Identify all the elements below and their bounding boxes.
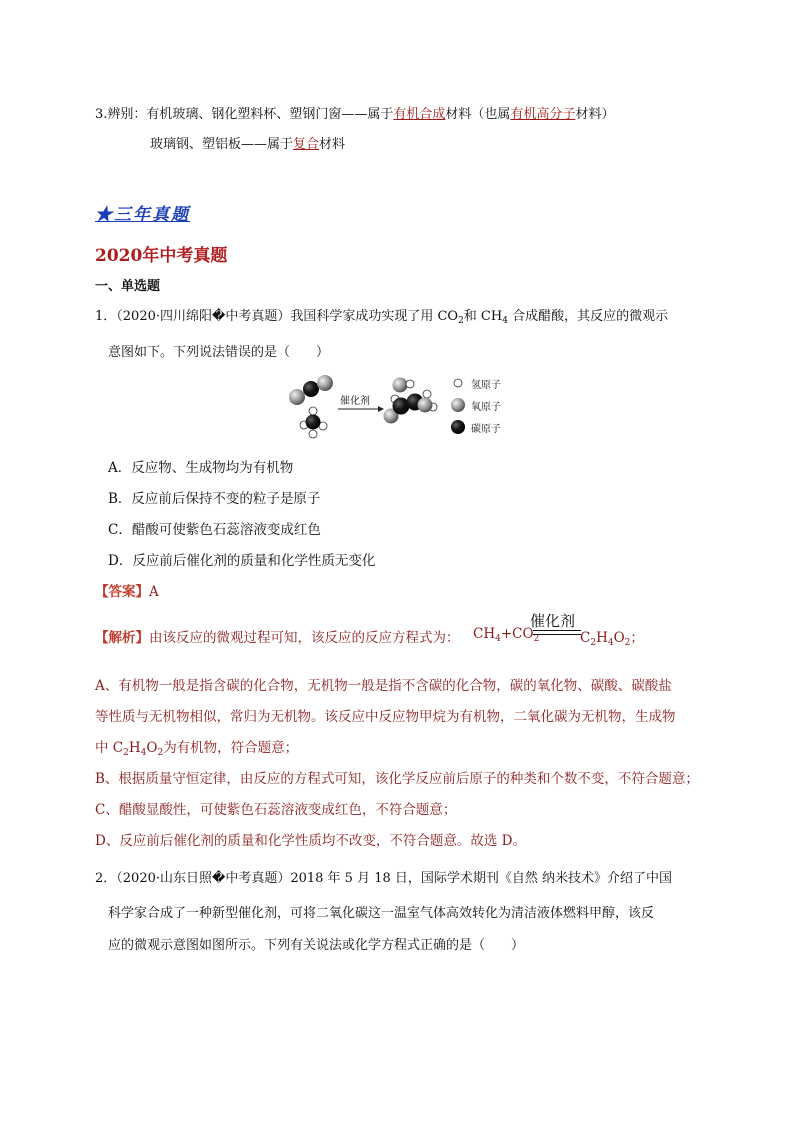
q1-option-a: A．反应物、生成物均为有机物 [108,460,294,476]
q1-stem-c: 合成醋酸，其反应的微观示 [507,309,669,324]
exp-c: C、醋酸显酸性，可使紫色石蕊溶液变成红色，不符合题意； [95,802,457,818]
line2-suffix: 材料 [319,137,346,152]
eq-double-line-top [533,630,581,631]
line2-prefix: 玻璃钢、塑铝板——属于 [150,137,294,152]
q1-stem-a-sub: 2 [458,316,464,326]
q1-option-b: B．反应前后保持不变的粒子是原子 [108,491,321,507]
legend-symbols [451,379,465,434]
eq-ch: CH [473,626,496,642]
q1-analysis-line-1 [95,626,460,646]
exp-a3-s2: 4 [140,748,147,758]
subsection-heading: 一、单选题 [95,279,161,294]
q1-stem-b: 和 CH [463,309,503,324]
q1-stem-a: 1．（2020·四川绵阳�中考真题）我国科学家成功实现了用 CO [95,309,459,324]
eq-co: +CO [500,626,534,642]
line1-answer-1: 有机合成 [393,107,446,122]
exp-a-line-2: 等性质与无机物相似，常归为无机物。该反应中反应物甲烷为有机物，二氧化碳为无机物，生成物 [95,709,676,725]
eq-h: H [596,630,608,646]
line1-mid: 材料（也属 [445,107,511,122]
eq-catalyst-label: 催化剂 [530,612,576,630]
line2-answer-1: 复合 [293,137,320,152]
q1-answer-row [95,580,159,600]
q1-stem-line-1 [95,305,668,326]
exp-d: D、反应前后催化剂的质量和化学性质均不改变，不符合题意。故选 D。 [95,833,526,849]
q1-stem-b-sub: 4 [502,316,508,326]
q1-equation-right [580,626,644,648]
exp-a3-h: H [128,740,141,756]
line1-suffix: 材料） [575,107,615,122]
answer-value: A [149,584,159,600]
eq-double-line-bottom [533,634,581,635]
eq-o-sub: 2 [624,638,631,648]
eq-ch-sub: 4 [495,634,501,644]
legend-carbon: 碳原子 [471,424,501,435]
exp-a3-pre: 中 C [95,740,124,756]
eq-o: O [613,630,625,646]
analysis-tag: 【解析】 [95,630,149,646]
exp-a3-s3: 2 [157,748,164,758]
diagram-catalyst-label: 催化剂 [340,396,370,407]
legend-oxygen: 氧原子 [471,402,501,413]
q1-option-d: D．反应前后催化剂的质量和化学性质无变化 [108,553,376,569]
q1-option-c: C．醋酸可使紫色石蕊溶液变成红色 [108,522,321,538]
section-title: ★三年真题 [95,205,190,225]
year-title: 2020年中考真题 [95,246,228,266]
exp-a-line-3 [95,736,298,758]
q2-stem-line-3: 应的微观示意图如图所示。下列有关说法或化学方程式正确的是（ ） [108,938,525,953]
exp-a-line-1: A、有机物一般是指含碳的化合物，无机物一般是指不含碳的化合物，碳的氧化物、碳酸、碳酸盐 [95,678,672,694]
co2-molecule [289,375,333,405]
analysis-text: 由该反应的微观过程可知，该反应的反应方程式为： [149,630,460,646]
exp-a3-s1: 2 [123,748,129,758]
eq-c-sub: 2 [590,638,597,648]
eq-co-sub: 2 [533,634,540,644]
q2-stem-line-1: 2．（2020·山东日照�中考真题）2018 年 5 月 18 日，国际学术期刊《自然 纳米技术》介绍了中国 [95,871,673,886]
eq-c: C [580,630,591,646]
exp-a3-o: O [146,740,158,756]
acetic-acid-molecule [384,378,438,424]
q1-reaction-diagram [285,372,525,440]
line1-prefix: 3.辨别：有机玻璃、钢化塑料杯、塑钢门窗——属于 [95,107,394,122]
classification-line-1 [95,103,614,122]
legend-hydrogen: 氢原子 [471,380,501,391]
q2-stem-line-2: 科学家合成了一种新型催化剂，可将二氧化碳这一温室气体高效转化为清洁液体燃料甲醇，该反 [108,906,655,921]
exp-a3-post: 为有机物，符合题意； [163,740,299,756]
exp-b: B、根据质量守恒定律，由反应的方程式可知，该化学反应前后原子的种类和个数不变，不符合题意； [95,771,699,787]
ch4-molecule [300,407,327,438]
line1-answer-2: 有机高分子 [510,107,576,122]
q1-stem-line-2: 意图如下。下列说法错误的是（ ） [108,345,330,360]
eq-end: ； [630,630,644,646]
answer-tag: 【答案】 [95,584,149,600]
eq-h-sub: 4 [607,638,614,648]
classification-line-2 [150,133,345,152]
